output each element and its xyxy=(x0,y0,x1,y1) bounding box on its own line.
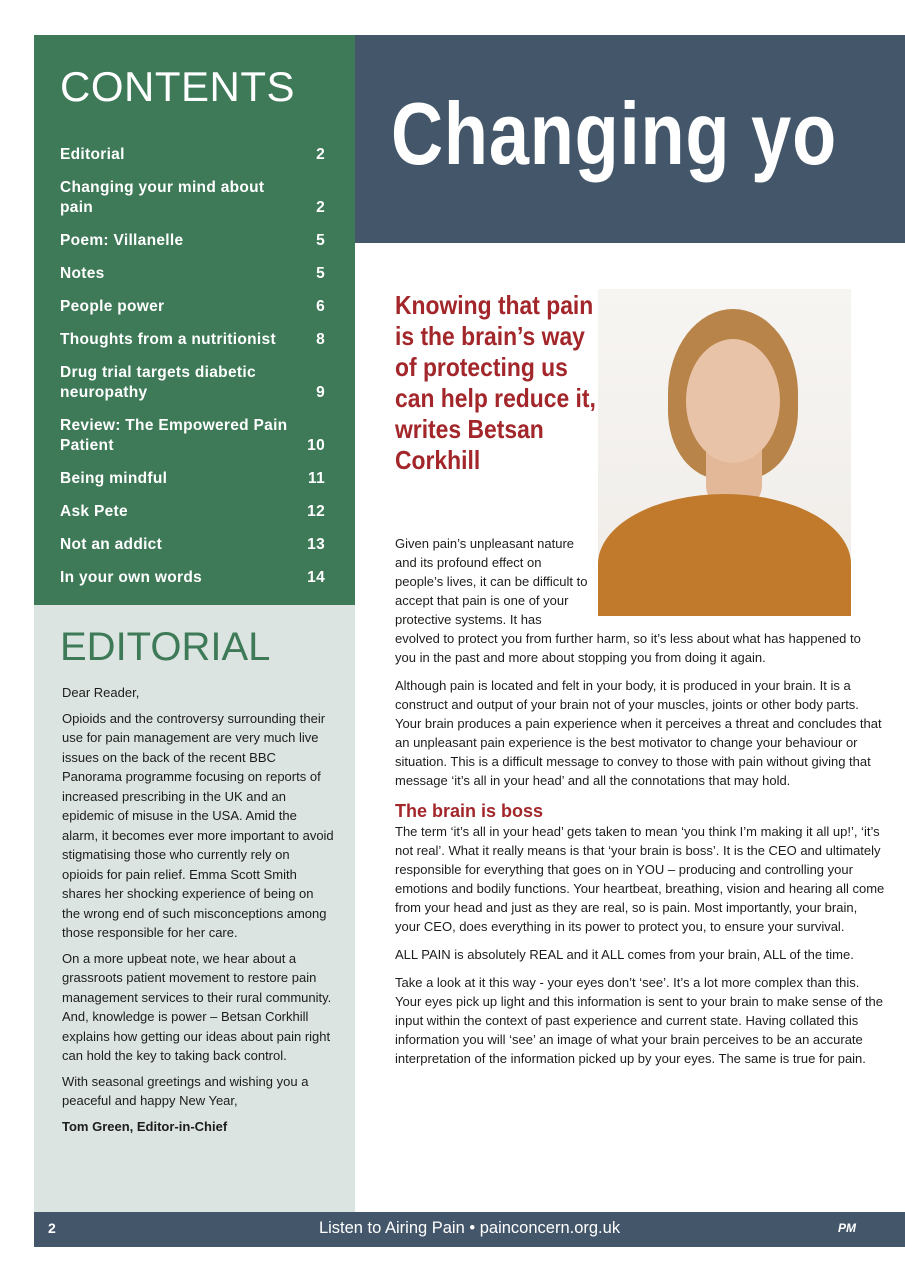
toc-item-label: Being mindful xyxy=(60,470,168,487)
table-of-contents xyxy=(60,145,325,601)
page-footer xyxy=(34,1212,905,1247)
editorial-paragraph: On a more upbeat note, we hear about a grassroots patient movement to restore pain management services to their rural community. And, knowledge is power – Betsan Corkhill explains how getting our ideas about pain right can hold the key to taking back control. xyxy=(62,950,332,1063)
contents-panel xyxy=(34,35,355,605)
editorial-title: EDITORIAL xyxy=(60,625,271,669)
toc-item[interactable] xyxy=(60,297,325,317)
article-header xyxy=(355,35,905,243)
toc-item-page: 2 xyxy=(316,146,325,163)
pain-concern-logo: PM xyxy=(838,1221,856,1235)
editorial-paragraph: Dear Reader, xyxy=(62,685,140,700)
toc-item-page: 6 xyxy=(316,298,325,315)
toc-item[interactable] xyxy=(60,264,325,284)
toc-item-page: 8 xyxy=(316,331,325,348)
toc-item[interactable] xyxy=(60,363,325,403)
article-title: Changing yo xyxy=(391,84,837,183)
toc-item[interactable] xyxy=(60,502,325,522)
toc-item-label: Editorial xyxy=(60,146,125,163)
article-paragraph: Although pain is located and felt in your body, it is produced in your brain. It is a construct and output of your brain not of your muscles, joints or other body parts. Your brain produces a pain experience when it perceives a threat and concludes that an unpleasant pain experience is the best motivator to change your behaviour or situation. This is a difficult message to convey to those with pain without giving that message ‘it’s all in your head’ and all the connotations that may hold. xyxy=(395,678,882,788)
editorial-paragraph: With seasonal greetings and wishing you a peaceful and happy New Year, xyxy=(62,1073,309,1108)
toc-item-page: 13 xyxy=(307,536,325,553)
toc-item-label: People power xyxy=(60,298,165,315)
toc-item[interactable] xyxy=(60,535,325,555)
toc-item[interactable] xyxy=(60,145,325,165)
editorial-panel xyxy=(34,605,355,1212)
footer-text: Listen to Airing Pain • painconcern.org.uk xyxy=(318,1219,621,1237)
toc-item-page: 2 xyxy=(316,199,325,216)
toc-item[interactable] xyxy=(60,178,325,218)
article-body xyxy=(395,534,885,1077)
toc-item-page: 12 xyxy=(307,503,325,520)
toc-item-label: Review: The Empowered Pain Patient xyxy=(60,417,288,454)
editorial-signature: Tom Green, Editor-in-Chief xyxy=(62,1118,228,1134)
editorial-body xyxy=(62,683,334,1142)
toc-item-label: Notes xyxy=(60,265,105,282)
article-standfirst: Knowing that pain is the brain’s way of protecting us can help reduce it, writes Betsan Corkhill xyxy=(395,290,596,475)
toc-item-label: Thoughts from a nutritionist xyxy=(60,331,276,348)
article-paragraph: Take a look at it this way - your eyes don’t ‘see’. It’s a lot more complex than this. Your eyes pick up light and this information is sent to your brain to make sense of the input within the context of past experience and current state. Having collated this information you will ‘see’ an image of what your brain perceives to be an accurate interpretation of the information picked up by your eyes. The same is true for pain. xyxy=(395,975,884,1066)
toc-item-label: In your own words xyxy=(60,569,203,586)
article-subheading: The brain is boss xyxy=(395,801,544,821)
toc-item[interactable] xyxy=(60,568,325,588)
toc-item-label: Changing your mind about pain xyxy=(60,179,265,216)
contents-title: CONTENTS xyxy=(60,63,295,110)
toc-item[interactable] xyxy=(60,231,325,251)
editorial-paragraph: Opioids and the controversy surrounding their use for pain management are very much live issues on the back of the recent BBC Panorama programme focusing on reports of increased prescribing in the UK and an epidemic of misuse in the USA. Amid the alarm, it becomes ever more important to avoid stigmatising those who currently rely on opioids for pain relief. Emma Scott Smith shares her shocking experience of being on the wrong end of such misconceptions among those responsible for her care. xyxy=(62,710,334,940)
toc-item-page: 14 xyxy=(307,569,325,586)
toc-item[interactable] xyxy=(60,469,325,489)
toc-item-page: 10 xyxy=(307,437,325,454)
toc-item-label: Drug trial targets diabetic neuropathy xyxy=(60,364,256,401)
article-paragraph: ALL PAIN is absolutely REAL and it ALL comes from your brain, ALL of the time. xyxy=(395,947,854,962)
toc-item-label: Not an addict xyxy=(60,536,163,553)
article-paragraph: Given pain’s unpleasant nature and its profound effect on people’s lives, it can be difficult to accept that pain is one of your protective systems. It has evolved to protect you from further harm, so it’s less about what has happened to you in the past and more about stopping you from doing it again. xyxy=(395,536,861,665)
toc-item-label: Poem: Villanelle xyxy=(60,232,184,249)
toc-item-page: 5 xyxy=(316,265,325,282)
toc-item-page: 5 xyxy=(316,232,325,249)
toc-item-label: Ask Pete xyxy=(60,503,128,520)
toc-item-page: 11 xyxy=(308,470,325,487)
page-number: 2 xyxy=(48,1220,56,1236)
toc-item-page: 9 xyxy=(316,384,325,401)
article-paragraph: The term ‘it’s all in your head’ gets taken to mean ‘you think I’m making it all up!’, ‘it’s not real’. What it really means is that ‘your brain is boss’. It is the CEO and ultimately responsible for everything that goes on in YOU – producing and controlling your emotions and bodily functions. Your heartbeat, breathing, vision and hearing all come from your head and just as they are real, so is pain. Most importantly, your brain, your CEO, does everything in its power to protect you, to ensure your survival. xyxy=(395,824,885,934)
toc-item[interactable] xyxy=(60,330,325,350)
toc-item[interactable] xyxy=(60,416,325,456)
